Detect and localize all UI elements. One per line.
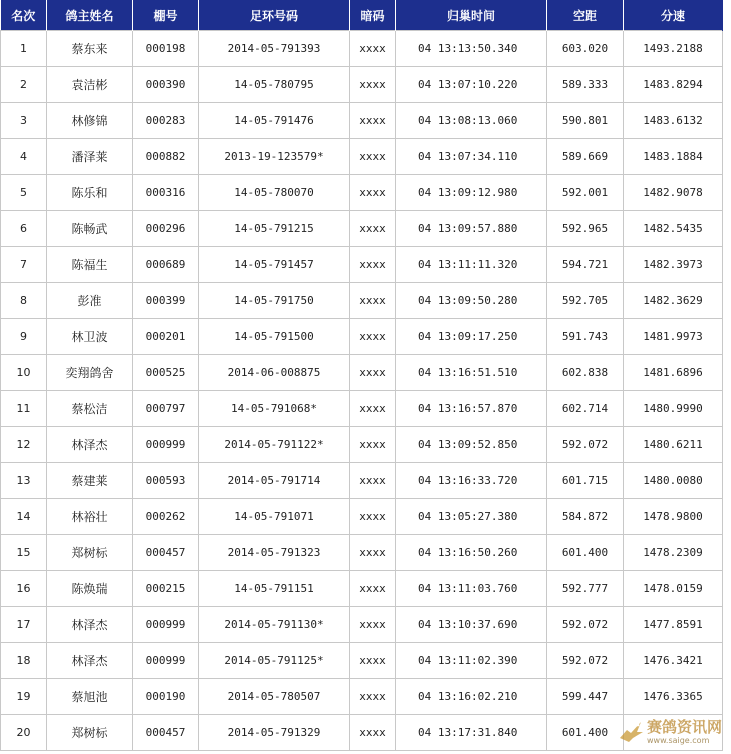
cell-ring: 14-05-780070 bbox=[199, 175, 350, 211]
cell-name: 林泽杰 bbox=[47, 427, 133, 463]
cell-rank: 1 bbox=[1, 31, 47, 67]
cell-name: 奕翔鸽舍 bbox=[47, 355, 133, 391]
cell-name: 蔡旭池 bbox=[47, 679, 133, 715]
cell-time: 04 13:16:33.720 bbox=[396, 463, 547, 499]
cell-loft: 000457 bbox=[133, 715, 199, 751]
cell-code: xxxx bbox=[350, 427, 396, 463]
table-row bbox=[1, 643, 723, 679]
cell-name: 彭准 bbox=[47, 283, 133, 319]
table-row bbox=[1, 607, 723, 643]
header-rank: 名次 bbox=[1, 0, 47, 31]
cell-distance: 603.020 bbox=[547, 31, 624, 67]
cell-ring: 2014-05-791125* bbox=[199, 643, 350, 679]
cell-distance: 591.743 bbox=[547, 319, 624, 355]
header-loft: 棚号 bbox=[133, 0, 199, 31]
cell-distance: 594.721 bbox=[547, 247, 624, 283]
cell-name: 袁洁彬 bbox=[47, 67, 133, 103]
cell-name: 陈畅武 bbox=[47, 211, 133, 247]
cell-rank: 2 bbox=[1, 67, 47, 103]
table-row bbox=[1, 499, 723, 535]
cell-time: 04 13:16:50.260 bbox=[396, 535, 547, 571]
cell-loft: 000283 bbox=[133, 103, 199, 139]
cell-distance: 592.072 bbox=[547, 607, 624, 643]
cell-name: 陈乐和 bbox=[47, 175, 133, 211]
table-row bbox=[1, 283, 723, 319]
cell-code: xxxx bbox=[350, 139, 396, 175]
cell-name: 林修锦 bbox=[47, 103, 133, 139]
cell-speed: 1477.8591 bbox=[624, 607, 723, 643]
cell-ring: 14-05-780795 bbox=[199, 67, 350, 103]
cell-speed: 1483.8294 bbox=[624, 67, 723, 103]
cell-distance: 602.714 bbox=[547, 391, 624, 427]
cell-rank: 14 bbox=[1, 499, 47, 535]
cell-time: 04 13:09:50.280 bbox=[396, 283, 547, 319]
cell-code: xxxx bbox=[350, 103, 396, 139]
cell-time: 04 13:05:27.380 bbox=[396, 499, 547, 535]
cell-rank: 12 bbox=[1, 427, 47, 463]
watermark-brand: 赛鸽资讯网 bbox=[647, 717, 723, 736]
cell-speed bbox=[624, 715, 723, 751]
cell-rank: 16 bbox=[1, 571, 47, 607]
cell-name: 潘泽莱 bbox=[47, 139, 133, 175]
cell-speed: 1476.3365 bbox=[624, 679, 723, 715]
cell-loft: 000399 bbox=[133, 283, 199, 319]
cell-rank: 7 bbox=[1, 247, 47, 283]
cell-ring: 14-05-791750 bbox=[199, 283, 350, 319]
cell-speed: 1481.6896 bbox=[624, 355, 723, 391]
cell-code: xxxx bbox=[350, 31, 396, 67]
cell-loft: 000525 bbox=[133, 355, 199, 391]
cell-distance: 592.072 bbox=[547, 643, 624, 679]
cell-ring: 14-05-791151 bbox=[199, 571, 350, 607]
cell-speed: 1478.2309 bbox=[624, 535, 723, 571]
cell-speed: 1478.9800 bbox=[624, 499, 723, 535]
cell-speed: 1478.0159 bbox=[624, 571, 723, 607]
cell-name: 陈焕瑞 bbox=[47, 571, 133, 607]
cell-time: 04 13:08:13.060 bbox=[396, 103, 547, 139]
table-row bbox=[1, 391, 723, 427]
cell-speed: 1480.9990 bbox=[624, 391, 723, 427]
cell-ring: 2014-05-780507 bbox=[199, 679, 350, 715]
cell-speed: 1482.3629 bbox=[624, 283, 723, 319]
table-row bbox=[1, 211, 723, 247]
table-row bbox=[1, 31, 723, 67]
cell-rank: 11 bbox=[1, 391, 47, 427]
cell-distance: 589.333 bbox=[547, 67, 624, 103]
cell-code: xxxx bbox=[350, 499, 396, 535]
table-header bbox=[1, 0, 723, 31]
cell-code: xxxx bbox=[350, 643, 396, 679]
cell-ring: 2014-05-791393 bbox=[199, 31, 350, 67]
cell-rank: 6 bbox=[1, 211, 47, 247]
cell-loft: 000457 bbox=[133, 535, 199, 571]
cell-code: xxxx bbox=[350, 679, 396, 715]
cell-code: xxxx bbox=[350, 571, 396, 607]
cell-code: xxxx bbox=[350, 211, 396, 247]
table-row bbox=[1, 715, 723, 751]
cell-rank: 13 bbox=[1, 463, 47, 499]
cell-time: 04 13:07:10.220 bbox=[396, 67, 547, 103]
cell-loft: 000201 bbox=[133, 319, 199, 355]
cell-ring: 14-05-791457 bbox=[199, 247, 350, 283]
cell-name: 林泽杰 bbox=[47, 607, 133, 643]
cell-loft: 000797 bbox=[133, 391, 199, 427]
cell-loft: 000262 bbox=[133, 499, 199, 535]
cell-speed: 1482.3973 bbox=[624, 247, 723, 283]
cell-rank: 5 bbox=[1, 175, 47, 211]
cell-loft: 000296 bbox=[133, 211, 199, 247]
table-row bbox=[1, 679, 723, 715]
cell-distance: 599.447 bbox=[547, 679, 624, 715]
cell-distance: 592.072 bbox=[547, 427, 624, 463]
cell-distance: 601.715 bbox=[547, 463, 624, 499]
header-time: 归巢时间 bbox=[396, 0, 547, 31]
header-name: 鸽主姓名 bbox=[47, 0, 133, 31]
cell-speed: 1481.9973 bbox=[624, 319, 723, 355]
cell-name: 蔡松洁 bbox=[47, 391, 133, 427]
cell-name: 蔡建莱 bbox=[47, 463, 133, 499]
cell-time: 04 13:09:52.850 bbox=[396, 427, 547, 463]
cell-code: xxxx bbox=[350, 67, 396, 103]
cell-speed: 1482.5435 bbox=[624, 211, 723, 247]
cell-loft: 000999 bbox=[133, 607, 199, 643]
cell-loft: 000593 bbox=[133, 463, 199, 499]
cell-rank: 3 bbox=[1, 103, 47, 139]
cell-code: xxxx bbox=[350, 175, 396, 211]
cell-time: 04 13:17:31.840 bbox=[396, 715, 547, 751]
cell-loft: 000999 bbox=[133, 427, 199, 463]
cell-distance: 584.872 bbox=[547, 499, 624, 535]
cell-name: 郑树标 bbox=[47, 715, 133, 751]
cell-loft: 000190 bbox=[133, 679, 199, 715]
cell-name: 郑树标 bbox=[47, 535, 133, 571]
table-row bbox=[1, 247, 723, 283]
cell-rank: 9 bbox=[1, 319, 47, 355]
cell-code: xxxx bbox=[350, 391, 396, 427]
table-row bbox=[1, 427, 723, 463]
cell-distance: 592.777 bbox=[547, 571, 624, 607]
cell-name: 林卫波 bbox=[47, 319, 133, 355]
cell-speed: 1483.1884 bbox=[624, 139, 723, 175]
cell-ring: 14-05-791215 bbox=[199, 211, 350, 247]
cell-loft: 000316 bbox=[133, 175, 199, 211]
cell-loft: 000198 bbox=[133, 31, 199, 67]
cell-loft: 000689 bbox=[133, 247, 199, 283]
cell-loft: 000215 bbox=[133, 571, 199, 607]
cell-time: 04 13:11:11.320 bbox=[396, 247, 547, 283]
cell-rank: 15 bbox=[1, 535, 47, 571]
cell-speed: 1493.2188 bbox=[624, 31, 723, 67]
cell-rank: 10 bbox=[1, 355, 47, 391]
cell-loft: 000882 bbox=[133, 139, 199, 175]
cell-code: xxxx bbox=[350, 247, 396, 283]
cell-ring: 2014-05-791329 bbox=[199, 715, 350, 751]
cell-distance: 592.001 bbox=[547, 175, 624, 211]
cell-rank: 18 bbox=[1, 643, 47, 679]
cell-code: xxxx bbox=[350, 607, 396, 643]
cell-rank: 20 bbox=[1, 715, 47, 751]
cell-speed: 1476.3421 bbox=[624, 643, 723, 679]
cell-ring: 2014-05-791714 bbox=[199, 463, 350, 499]
cell-rank: 8 bbox=[1, 283, 47, 319]
cell-rank: 4 bbox=[1, 139, 47, 175]
cell-time: 04 13:07:34.110 bbox=[396, 139, 547, 175]
cell-time: 04 13:16:51.510 bbox=[396, 355, 547, 391]
cell-distance: 592.965 bbox=[547, 211, 624, 247]
cell-speed: 1482.9078 bbox=[624, 175, 723, 211]
cell-name: 林泽杰 bbox=[47, 643, 133, 679]
cell-ring: 2013-19-123579* bbox=[199, 139, 350, 175]
table-row bbox=[1, 319, 723, 355]
cell-speed: 1480.6211 bbox=[624, 427, 723, 463]
cell-speed: 1483.6132 bbox=[624, 103, 723, 139]
header-ring: 足环号码 bbox=[199, 0, 350, 31]
cell-ring: 2014-05-791130* bbox=[199, 607, 350, 643]
cell-distance: 602.838 bbox=[547, 355, 624, 391]
table-row bbox=[1, 571, 723, 607]
cell-loft: 000390 bbox=[133, 67, 199, 103]
cell-ring: 2014-05-791323 bbox=[199, 535, 350, 571]
cell-distance: 601.400 bbox=[547, 535, 624, 571]
table-body bbox=[1, 31, 723, 751]
cell-time: 04 13:09:12.980 bbox=[396, 175, 547, 211]
table-row bbox=[1, 175, 723, 211]
cell-code: xxxx bbox=[350, 463, 396, 499]
header-speed: 分速 bbox=[624, 0, 723, 31]
cell-name: 林裕壮 bbox=[47, 499, 133, 535]
cell-ring: 14-05-791071 bbox=[199, 499, 350, 535]
cell-code: xxxx bbox=[350, 535, 396, 571]
table-row bbox=[1, 463, 723, 499]
cell-distance: 592.705 bbox=[547, 283, 624, 319]
cell-rank: 19 bbox=[1, 679, 47, 715]
header-distance: 空距 bbox=[547, 0, 624, 31]
table-row bbox=[1, 67, 723, 103]
cell-code: xxxx bbox=[350, 715, 396, 751]
cell-distance: 601.400 bbox=[547, 715, 624, 751]
cell-time: 04 13:09:17.250 bbox=[396, 319, 547, 355]
cell-time: 04 13:09:57.880 bbox=[396, 211, 547, 247]
table-row bbox=[1, 355, 723, 391]
cell-loft: 000999 bbox=[133, 643, 199, 679]
cell-ring: 14-05-791476 bbox=[199, 103, 350, 139]
cell-ring: 14-05-791068* bbox=[199, 391, 350, 427]
table-row bbox=[1, 139, 723, 175]
cell-ring: 2014-05-791122* bbox=[199, 427, 350, 463]
table-row bbox=[1, 103, 723, 139]
cell-time: 04 13:11:03.760 bbox=[396, 571, 547, 607]
watermark-url: www.saige.com bbox=[647, 735, 710, 745]
cell-ring: 2014-06-008875 bbox=[199, 355, 350, 391]
cell-code: xxxx bbox=[350, 283, 396, 319]
cell-rank: 17 bbox=[1, 607, 47, 643]
header-row bbox=[1, 0, 723, 31]
cell-speed: 1480.0080 bbox=[624, 463, 723, 499]
cell-ring: 14-05-791500 bbox=[199, 319, 350, 355]
cell-name: 陈福生 bbox=[47, 247, 133, 283]
cell-distance: 590.801 bbox=[547, 103, 624, 139]
cell-name: 蔡东来 bbox=[47, 31, 133, 67]
table-row bbox=[1, 535, 723, 571]
header-code: 暗码 bbox=[350, 0, 396, 31]
cell-time: 04 13:11:02.390 bbox=[396, 643, 547, 679]
cell-time: 04 13:13:50.340 bbox=[396, 31, 547, 67]
cell-time: 04 13:16:57.870 bbox=[396, 391, 547, 427]
cell-time: 04 13:10:37.690 bbox=[396, 607, 547, 643]
cell-code: xxxx bbox=[350, 355, 396, 391]
cell-distance: 589.669 bbox=[547, 139, 624, 175]
cell-code: xxxx bbox=[350, 319, 396, 355]
cell-time: 04 13:16:02.210 bbox=[396, 679, 547, 715]
